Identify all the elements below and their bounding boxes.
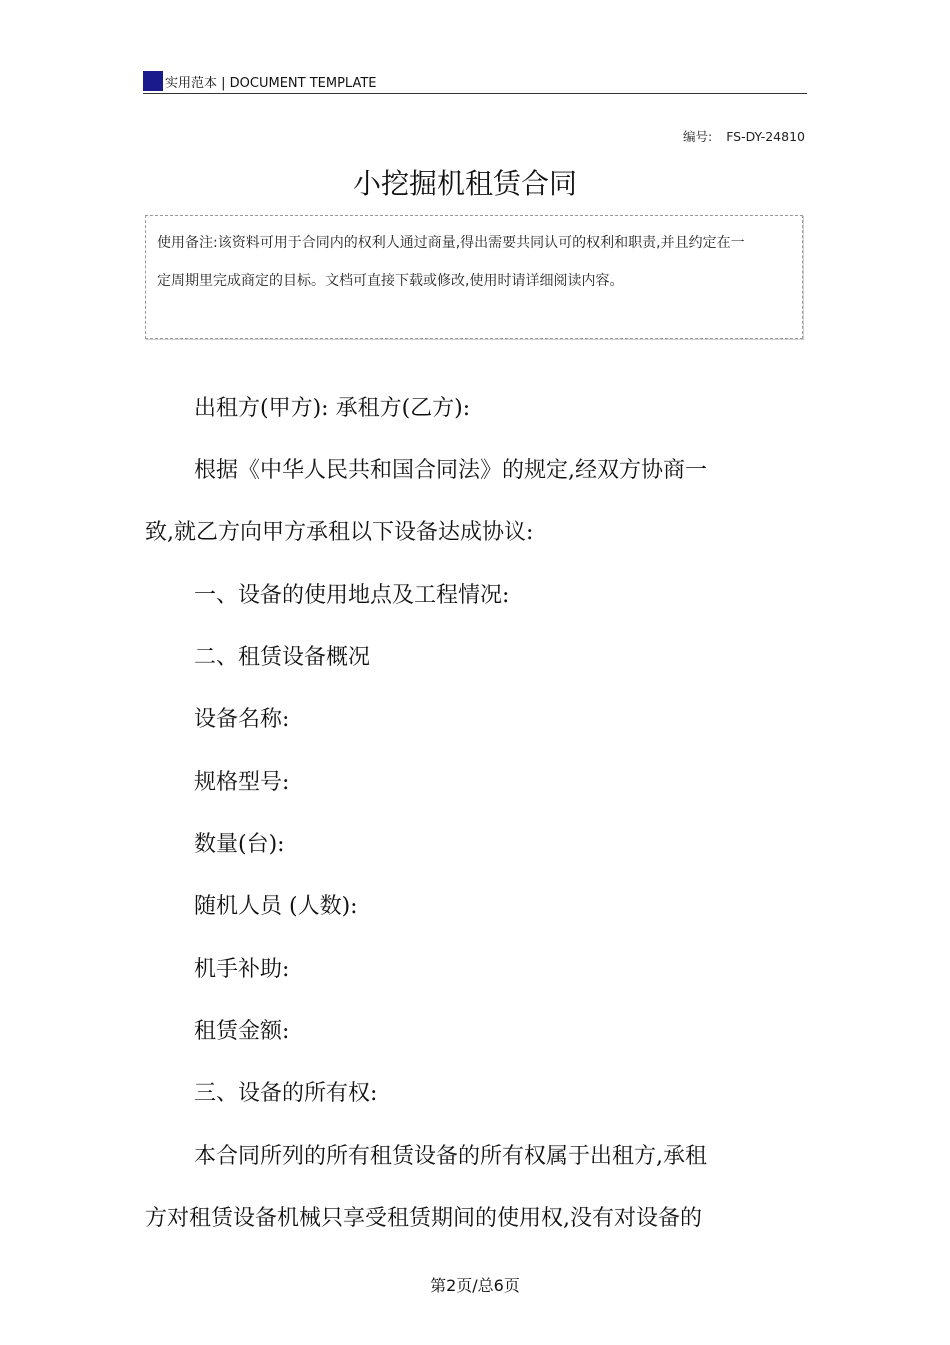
document-title: 小挖掘机租赁合同 <box>352 167 577 200</box>
document-number <box>683 127 805 145</box>
section-1-heading: 一、设备的使用地点及工程情况: <box>194 583 510 608</box>
header-logo-square <box>143 71 163 91</box>
page-header <box>143 69 807 94</box>
parties-line: 出租方(甲方): 承租方(乙方): <box>194 396 471 421</box>
usage-note-text: 使用备注:该资料可用于合同内的权利人通过商量,得出需要共同认可的权利和职责,并且约定在一定周期里完成商定的目标。文档可直接下载或修改,使用时请详细阅读内容。 <box>157 235 745 289</box>
ownership-line-2: 方对租赁设备机械只享受租赁期间的使用权,没有对设备的 <box>145 1206 702 1231</box>
usage-note-box <box>145 215 803 339</box>
field-equipment-name: 设备名称: <box>194 707 290 732</box>
field-staff: 随机人员 (人数): <box>194 894 358 919</box>
ownership-line-1: 本合同所列的所有租赁设备的所有权属于出租方,承租 <box>194 1144 707 1169</box>
field-rental-amount: 租赁金额: <box>194 1019 290 1044</box>
document-number-value: FS-DY-24810 <box>726 129 805 144</box>
header-text: 实用范本 | DOCUMENT TEMPLATE <box>165 76 377 91</box>
field-operator-subsidy: 机手补助: <box>194 957 290 982</box>
field-model: 规格型号: <box>194 770 290 795</box>
intro-line-1: 根据《中华人民共和国合同法》的规定,经双方协商一 <box>194 458 707 483</box>
field-quantity: 数量(台): <box>194 832 285 857</box>
document-number-label: 编号: <box>682 129 713 144</box>
page-footer: 第2页/总6页 <box>430 1276 520 1295</box>
section-3-heading: 三、设备的所有权: <box>194 1081 378 1106</box>
intro-line-2: 致,就乙方向甲方承租以下设备达成协议: <box>145 520 534 545</box>
section-2-heading: 二、租赁设备概况 <box>194 645 371 670</box>
